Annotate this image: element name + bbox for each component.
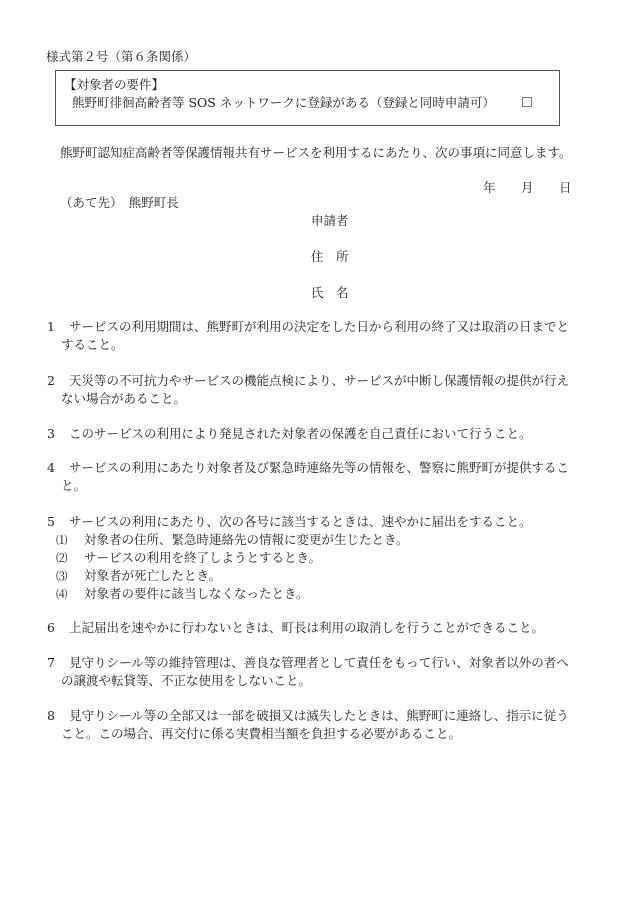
name-char-1: 氏 bbox=[311, 285, 324, 300]
date-field bbox=[483, 179, 572, 197]
subitem-number: ⑵ bbox=[56, 551, 68, 565]
clause-5-subitem-3 bbox=[56, 567, 221, 585]
subitem-number: ⑴ bbox=[56, 533, 68, 547]
clause-5-subitem-1 bbox=[56, 531, 409, 549]
clause-8 bbox=[47, 707, 587, 743]
clause-number: 8 bbox=[47, 708, 55, 723]
applicant-name-label bbox=[311, 284, 349, 302]
clause-number: 6 bbox=[47, 620, 55, 635]
applicant-address-label bbox=[311, 248, 349, 266]
clause-text-line1: このサービスの利用により発見された対象者の保護を自己責任において行うこと。 bbox=[69, 426, 532, 441]
name-char-2: 名 bbox=[336, 285, 349, 300]
subitem-text: 対象者の要件に該当しなくなったとき。 bbox=[84, 586, 309, 601]
clause-text-line1: 上記届出を速やかに行わないときは、町長は利用の取消しを行うことができること。 bbox=[69, 620, 545, 635]
clause-text-line1: サービスの利用期間は、熊野町が利用の決定をした日から利用の終了又は取消の日までと bbox=[69, 319, 570, 334]
requirement-checkbox[interactable] bbox=[522, 97, 532, 107]
subitem-number: ⑷ bbox=[56, 587, 68, 601]
clause-text-line1: 見守りシール等の維持管理は、善良な管理者として責任をもって行い、対象者以外の者へ bbox=[69, 655, 569, 670]
subitem-text: 対象者の住所、緊急時連絡先の情報に変更が生じたとき。 bbox=[84, 532, 409, 547]
clause-number: 1 bbox=[47, 319, 55, 334]
clause-text-line1: サービスの利用にあたり対象者及び緊急時連絡先等の情報を、警察に熊野町が提供するこ bbox=[69, 460, 570, 475]
clause-number: 3 bbox=[47, 426, 55, 441]
clause-text-line2: すること。 bbox=[61, 337, 124, 352]
clause-number: 2 bbox=[47, 373, 55, 388]
requirement-text: 熊野町徘徊高齢者等 SOS ネットワークに登録がある（登録と同時申請可） bbox=[72, 95, 495, 110]
applicant-label: 申請者 bbox=[311, 213, 349, 228]
clause-7 bbox=[47, 654, 587, 690]
date-day-label: 日 bbox=[559, 180, 572, 195]
clause-text-line2: こと。この場合、再交付に係る実費相当額を負担する必要があること。 bbox=[61, 726, 462, 741]
address-char-1: 住 bbox=[311, 249, 324, 264]
clause-text-line1: 天災等の不可抗力やサービスの機能点検により、サービスが中断し保護情報の提供が行え bbox=[69, 373, 570, 388]
clause-6 bbox=[47, 619, 587, 637]
date-year-label: 年 bbox=[483, 180, 496, 195]
clause-text-line2: ない場合があること。 bbox=[61, 391, 187, 406]
subitem-number: ⑶ bbox=[56, 569, 68, 583]
consent-statement: 熊野町認知症高齢者等保護情報共有サービスを利用するにあたり、次の事項に同意します。 bbox=[60, 145, 572, 160]
requirement-title: 【対象者の要件】 bbox=[64, 77, 165, 92]
clause-5-subitem-4 bbox=[56, 585, 309, 603]
clause-5 bbox=[47, 513, 587, 531]
date-month-label: 月 bbox=[521, 180, 534, 195]
clause-5-subitem-2 bbox=[56, 549, 321, 567]
clause-text-line2: と。 bbox=[61, 478, 87, 493]
clause-text-line2: の譲渡や転貸等、不正な使用をしないこと。 bbox=[61, 673, 312, 688]
clause-number: 7 bbox=[47, 655, 55, 670]
clause-4 bbox=[47, 459, 587, 495]
address-char-2: 所 bbox=[336, 249, 349, 264]
clause-3 bbox=[47, 425, 587, 443]
form-number: 様式第２号（第６条関係） bbox=[46, 49, 197, 64]
clause-1 bbox=[47, 318, 587, 354]
clause-number: 5 bbox=[47, 514, 55, 529]
clause-number: 4 bbox=[47, 460, 55, 475]
addressee: （あて先） 熊野町長 bbox=[60, 195, 179, 210]
clause-text-line1: サービスの利用にあたり、次の各号に該当するときは、速やかに届出をすること。 bbox=[69, 514, 532, 529]
clause-2 bbox=[47, 372, 587, 408]
clause-text-line1: 見守りシール等の全部又は一部を破損又は滅失したときは、熊野町に連絡し、指示に従う bbox=[69, 708, 569, 723]
subitem-text: サービスの利用を終了しようとするとき。 bbox=[84, 550, 322, 565]
subitem-text: 対象者が死亡したとき。 bbox=[84, 568, 222, 583]
